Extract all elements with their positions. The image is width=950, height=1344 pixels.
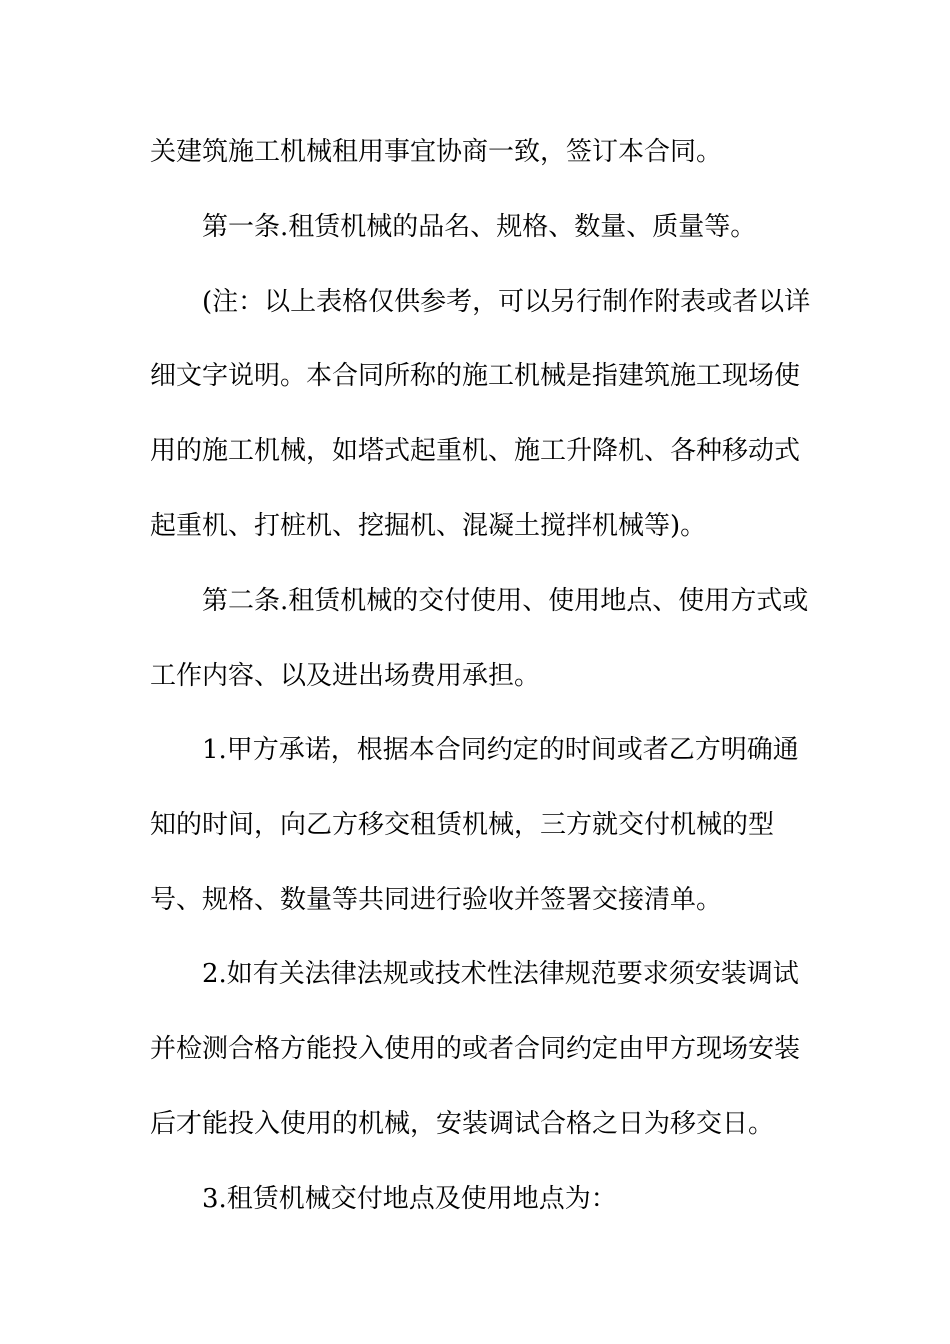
clause-2: 2.如有关法律法规或技术性法律规范要求须安装调试 (202, 959, 799, 989)
text-line: 号、规格、数量等共同进行验收并签署交接清单。 (150, 885, 723, 915)
article-2-heading: 第二条.租赁机械的交付使用、使用地点、使用方式或 (202, 586, 809, 616)
text-line: 并检测合格方能投入使用的或者合同约定由甲方现场安装 (150, 1034, 801, 1064)
text-line: 用的施工机械，如塔式起重机、施工升降机、各种移动式 (150, 436, 801, 466)
text-line: 细文字说明。本合同所称的施工机械是指建筑施工现场使 (150, 361, 801, 391)
text-line: 后才能投入使用的机械，安装调试合格之日为移交日。 (150, 1109, 775, 1139)
text-line: 起重机、打桩机、挖掘机、混凝土搅拌机械等)。 (150, 511, 707, 541)
note-line: (注：以上表格仅供参考，可以另行制作附表或者以详 (202, 287, 811, 317)
clause-3: 3.租赁机械交付地点及使用地点为： (202, 1184, 617, 1214)
text-line: 知的时间，向乙方移交租赁机械，三方就交付机械的型 (150, 810, 775, 840)
text-line: 关建筑施工机械租用事宜协商一致，签订本合同。 (150, 137, 723, 167)
text-line: 工作内容、以及进出场费用承担。 (150, 661, 541, 691)
article-1-heading: 第一条.租赁机械的品名、规格、数量、质量等。 (202, 212, 757, 242)
clause-1: 1.甲方承诺，根据本合同约定的时间或者乙方明确通 (202, 735, 799, 765)
